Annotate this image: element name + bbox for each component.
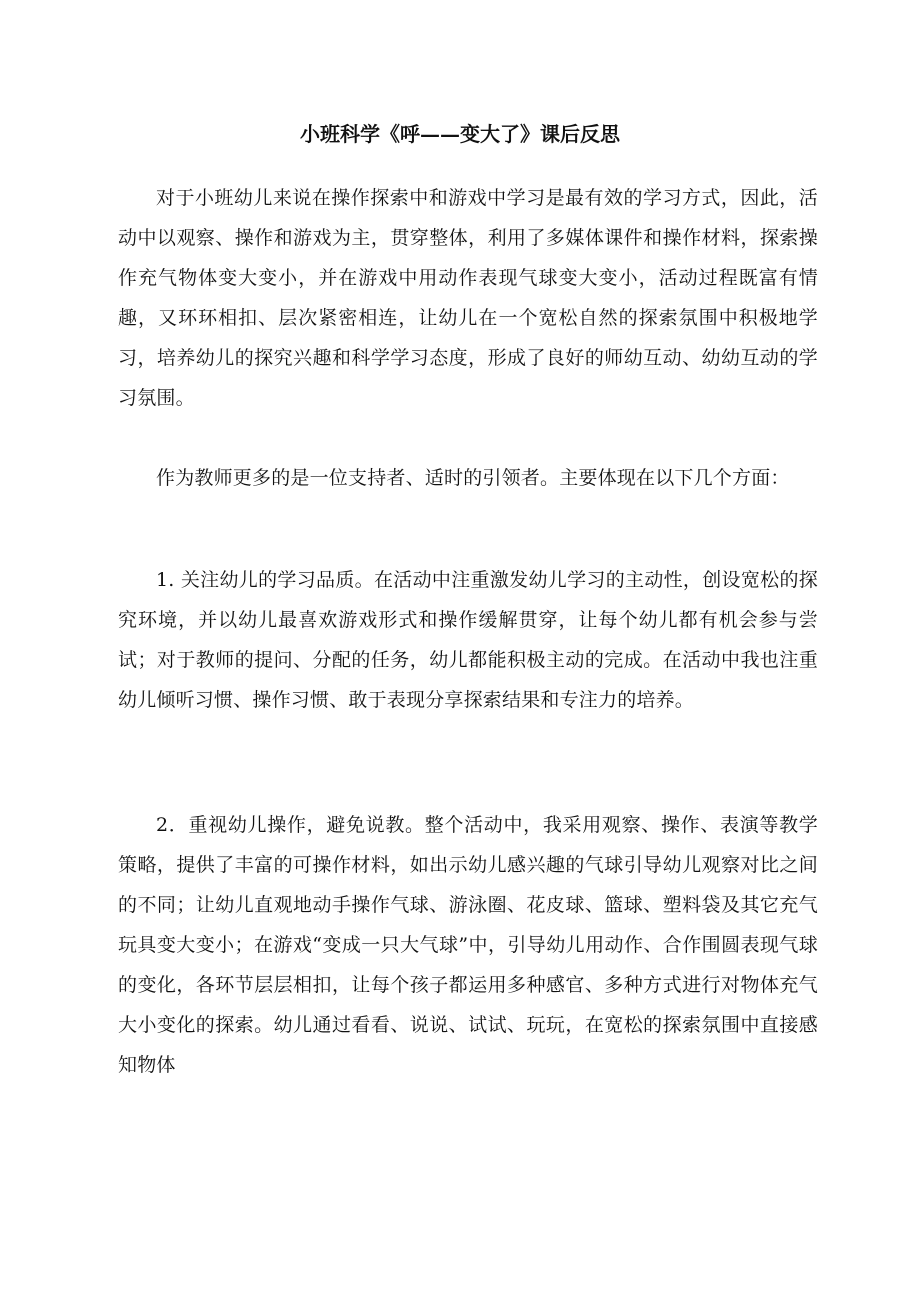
document-title: 小班科学《呼——变大了》课后反思 [300, 122, 620, 146]
paragraph-point-1: 1. 关注幼儿的学习品质。在活动中注重激发幼儿学习的主动性，创设宽松的探究环境，并以幼儿最喜欢游戏形式和操作缓解贯穿，让每个幼儿都有机会参与尝试；对于教师的提问、分配的任务，幼儿都能积极主动的完成。在活动中我也注重幼儿倾听习惯、操作习惯、敢于表现分享探索结果和专注力的培养。 [118, 569, 818, 711]
paragraph-point-2: 2．重视幼儿操作，避免说教。整个活动中，我采用观察、操作、表演等教学策略，提供了丰富的可操作材料，如出示幼儿感兴趣的气球引导幼儿观察对比之间的不同；让幼儿直观地动手操作气球、游泳圈、花皮球、篮球、塑料袋及其它充气玩具变大变小；在游戏“变成一只大气球”中，引导幼儿用动作、合作围圆表现气球的变化，各环节层层相扣，让每个孩子都运用多种感官、多种方式进行对物体充气大小变化的探索。幼儿通过看看、说说、试试、玩玩，在宽松的探索氛围中直接感知物体 [118, 814, 818, 1076]
paragraph-teacher-role: 作为教师更多的是一位支持者、适时的引领者。主要体现在以下几个方面： [156, 467, 790, 489]
paragraph-intro: 对于小班幼儿来说在操作探索中和游戏中学习是最有效的学习方式，因此，活动中以观察、操作和游戏为主，贯穿整体，利用了多媒体课件和操作材料，探索操作充气物体变大变小，并在游戏中用动作表现气球变大变小，活动过程既富有情趣，又环环相扣、层次紧密相连，让幼儿在一个宽松自然的探索氛围中积极地学习，培养幼儿的探究兴趣和科学学习态度，形成了良好的师幼互动、幼幼互动的学习氛围。 [118, 187, 818, 409]
